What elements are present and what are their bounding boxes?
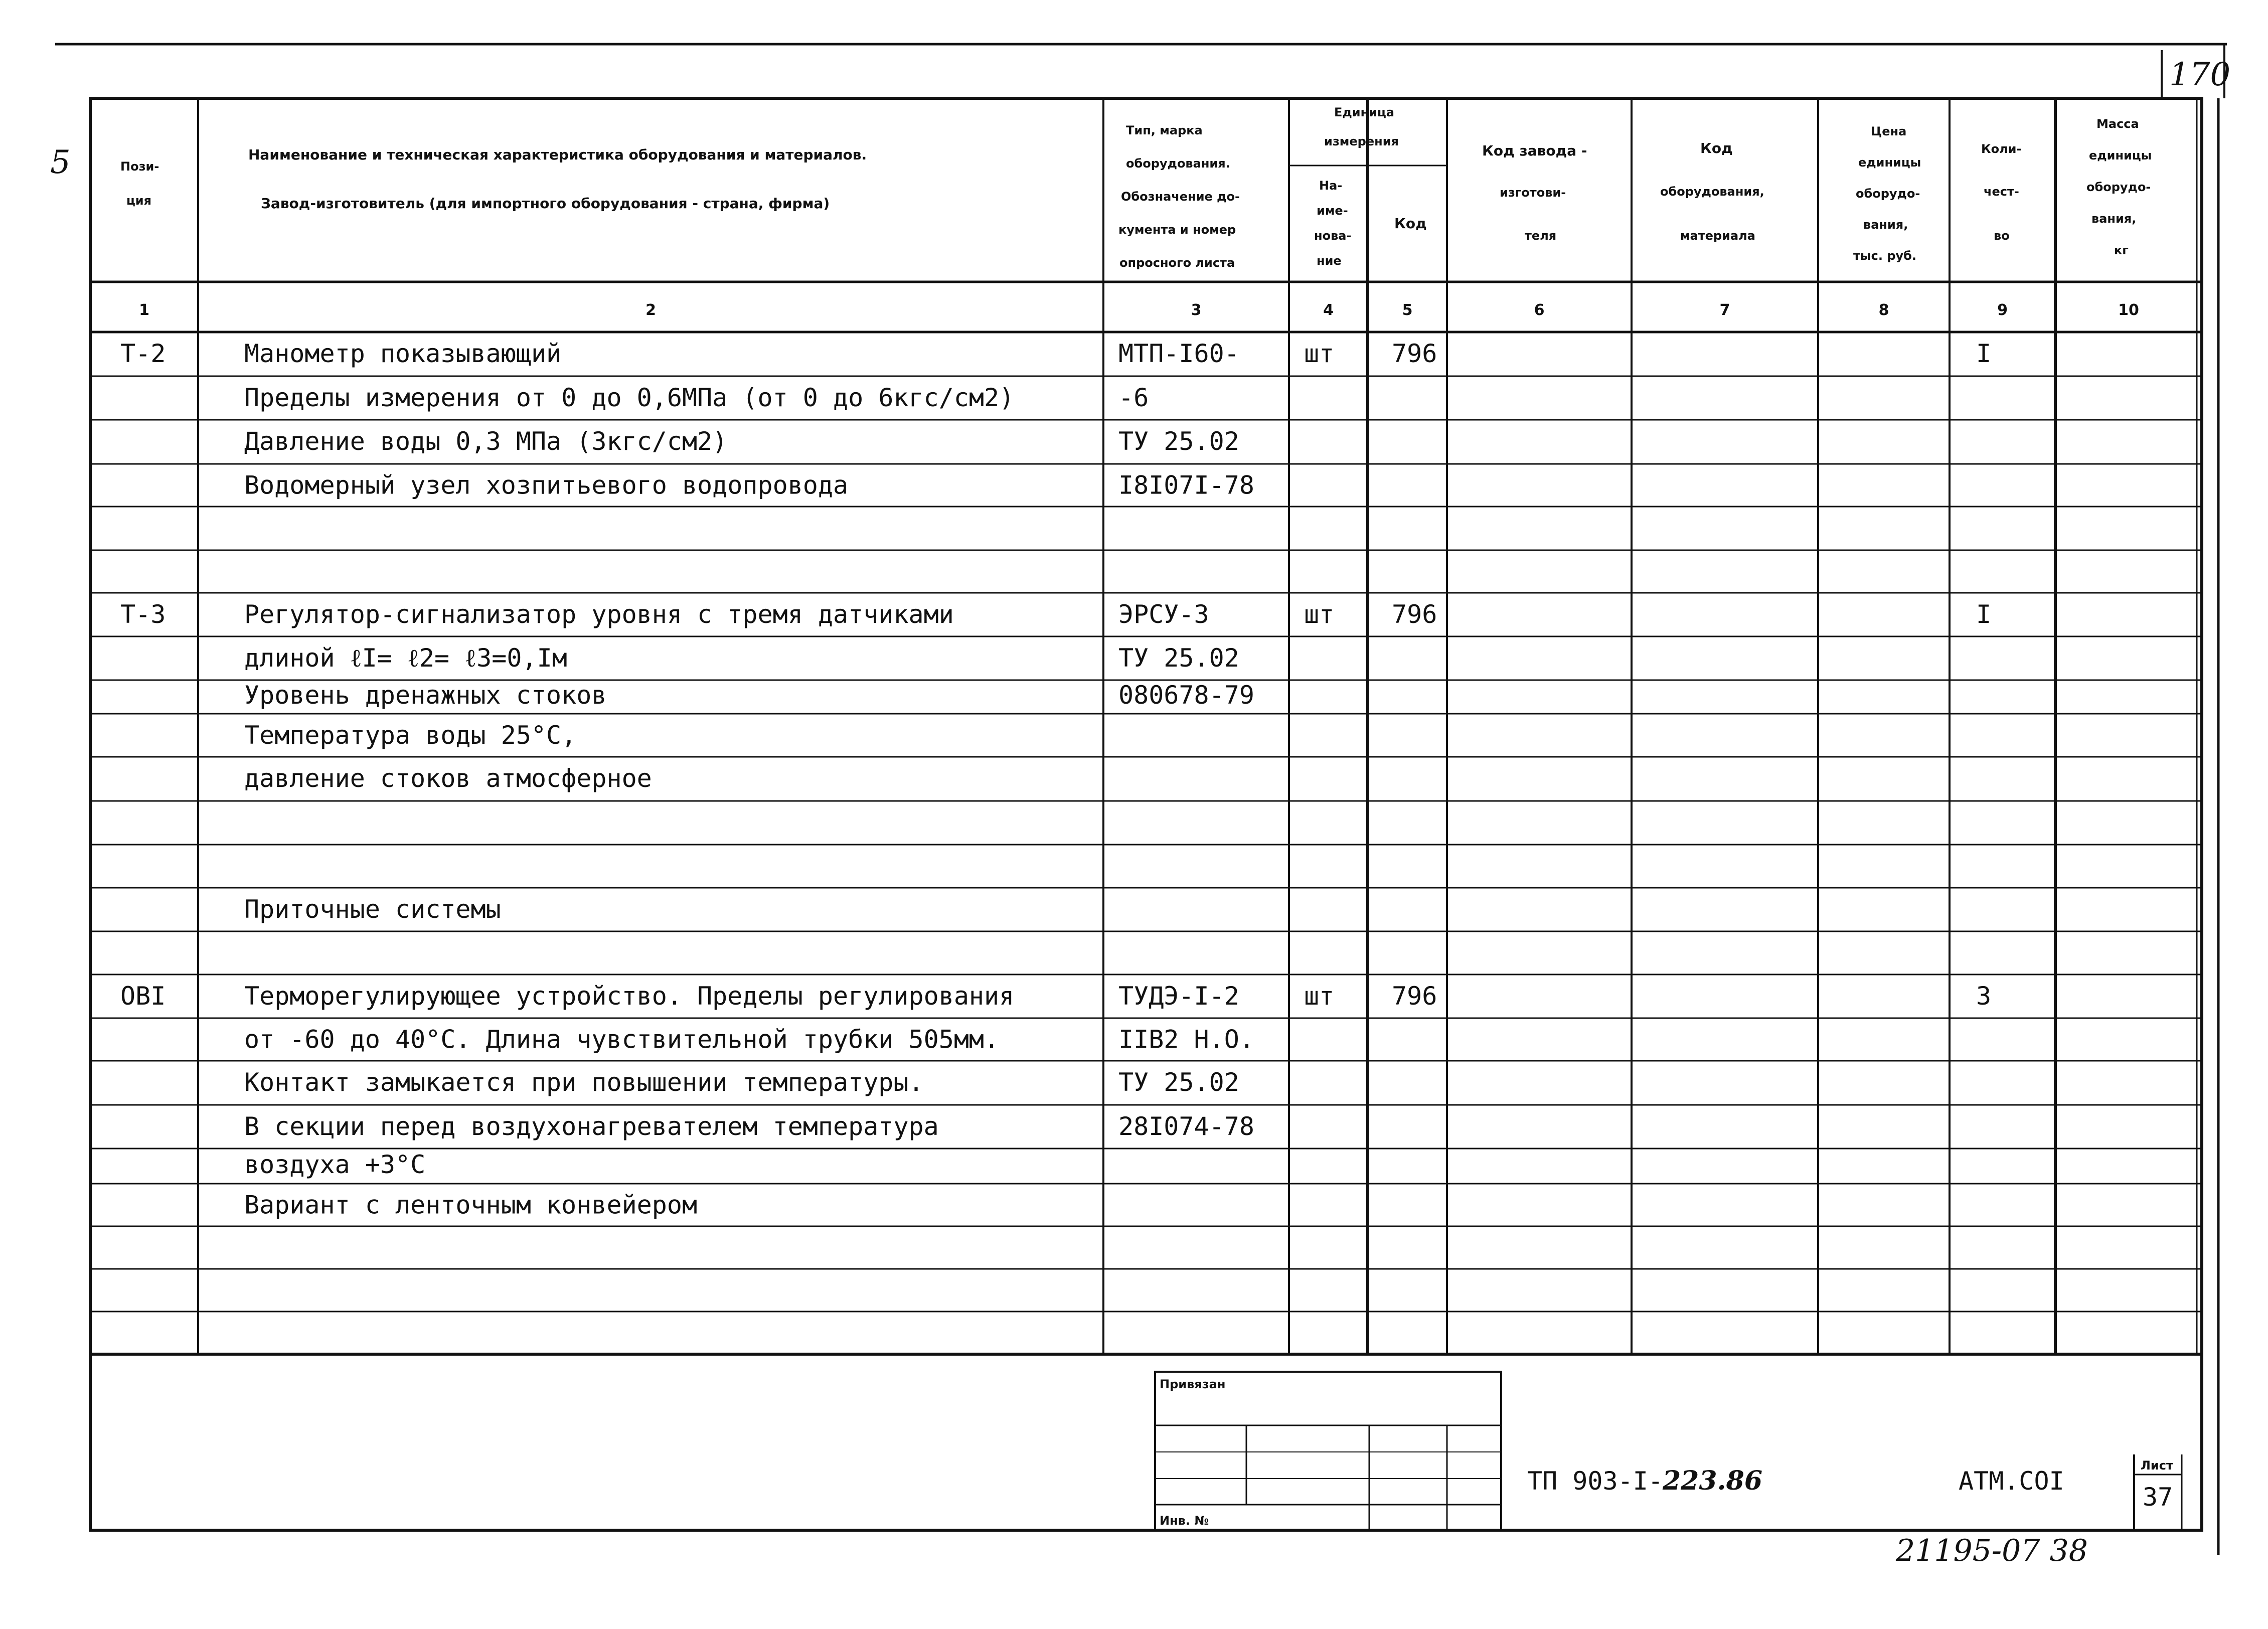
- header-col8-l2: единицы: [1858, 155, 1921, 170]
- page-top-number: 170: [2169, 56, 2231, 93]
- column-number: 1: [139, 301, 149, 319]
- column-number: 3: [1191, 301, 1202, 319]
- cell-quantity: 3: [1976, 982, 1992, 1011]
- cell-unit: шт: [1304, 339, 1335, 368]
- stamp-doc-code-hand: 223.86: [1663, 1465, 1763, 1496]
- header-col7-l2: оборудования,: [1660, 185, 1764, 199]
- margin-mark: 5: [50, 144, 71, 181]
- cell-name: Температура воды 25°С,: [244, 721, 577, 750]
- cell-type: ТУДЭ-I-2: [1118, 982, 1239, 1011]
- cell-name: воздуха +3°С: [244, 1150, 426, 1179]
- cell-name: Регулятор-сигнализатор уровня с тремя датчиками: [244, 600, 954, 629]
- header-col10-l3: оборудо-: [2086, 180, 2151, 194]
- cell-unit-code: 796: [1392, 339, 1437, 368]
- stamp-inv-no: Инв. №: [1160, 1514, 1209, 1528]
- cell-type: ТУ 25.02: [1118, 643, 1239, 673]
- column-number: 4: [1323, 301, 1334, 319]
- cell-name: Водомерный узел хозпитьевого водопровода: [244, 470, 849, 500]
- column-number: 9: [1997, 301, 2008, 319]
- cell-name: Манометр показывающий: [244, 339, 562, 368]
- header-col9-l2: чест-: [1984, 185, 2019, 199]
- cell-position: Т-3: [120, 600, 166, 629]
- header-col6-l1: Код завода -: [1482, 142, 1587, 159]
- header-col4-l3: нова-: [1314, 229, 1352, 243]
- column-number: 7: [1719, 301, 1730, 319]
- header-col2-l2: Завод-изготовитель (для импортного оборудования - страна, фирма): [261, 195, 830, 212]
- stamp-sheet-code: АТМ.СОI: [1959, 1467, 2064, 1496]
- header-col10-l5: кг: [2114, 243, 2129, 257]
- title-block: [1155, 1372, 2182, 1530]
- header-col4-l2: име-: [1317, 204, 1348, 218]
- header-col5: Код: [1394, 215, 1427, 232]
- header-col10-l2: единицы: [2089, 148, 2152, 162]
- header-col7-l3: материала: [1680, 229, 1755, 243]
- header-col6-l3: теля: [1525, 229, 1557, 243]
- stamp-sheet-label: Лист: [2141, 1458, 2173, 1473]
- column-number: 10: [2118, 301, 2139, 319]
- cell-name: Вариант с ленточным конвейером: [244, 1190, 698, 1220]
- header-col9-l1: Коли-: [1981, 142, 2022, 156]
- header-unit-group-l1: Единица: [1334, 105, 1394, 119]
- cell-name: Уровень дренажных стоков: [244, 680, 607, 710]
- header-col4-l1: На-: [1319, 179, 1343, 193]
- cell-position: Т-2: [120, 339, 166, 368]
- cell-type: ТУ 25.02: [1118, 1068, 1239, 1097]
- cell-unit-code: 796: [1392, 600, 1437, 629]
- column-number: 2: [645, 301, 656, 319]
- header-col8-l4: вания,: [1863, 218, 1908, 232]
- header-col1-l2: ция: [126, 194, 152, 208]
- cell-unit: шт: [1304, 600, 1335, 629]
- header-col6-l2: изготови-: [1500, 186, 1566, 200]
- cell-quantity: I: [1976, 339, 1992, 368]
- header-unit-group-l2: измерения: [1324, 134, 1399, 148]
- cell-name: Терморегулирующее устройство. Пределы регулирования: [244, 982, 1015, 1011]
- cell-quantity: I: [1976, 600, 1992, 629]
- header-col8-l5: тыс. руб.: [1853, 249, 1917, 263]
- cell-type: I8I07I-78: [1118, 470, 1254, 500]
- cell-position: OBI: [120, 982, 166, 1011]
- cell-unit: шт: [1304, 982, 1335, 1011]
- footer-number: 21195-07 38: [1896, 1533, 2088, 1568]
- cell-name: от -60 до 40°С. Длина чувствительной трубки 505мм.: [244, 1025, 1000, 1054]
- cell-type: 28I074-78: [1118, 1112, 1254, 1141]
- cell-name: Давление воды 0,3 МПа (3кгс/см2): [244, 427, 728, 456]
- cell-name: Пределы измерения от 0 до 0,6МПа (от 0 до 6кгс/см2): [244, 383, 1015, 412]
- header-col3-l2: оборудования.: [1126, 156, 1230, 171]
- header-col8-l3: оборудо-: [1856, 187, 1920, 201]
- stamp-privyazan: Привязан: [1160, 1377, 1226, 1391]
- header-col9-l3: во: [1994, 229, 2010, 243]
- header-col3-l1: Тип, марка: [1126, 123, 1203, 137]
- column-number: 6: [1534, 301, 1545, 319]
- cell-type: IIB2 Н.О.: [1118, 1025, 1254, 1054]
- header-col2-l1: Наименование и техническая характеристика оборудования и материалов.: [248, 146, 867, 163]
- header-col3-l5: опросного листа: [1119, 256, 1235, 270]
- stamp-sheet-number: 37: [2143, 1483, 2173, 1512]
- table-header: [120, 105, 2152, 270]
- header-col7-l1: Код: [1700, 140, 1733, 156]
- cell-type: 080678-79: [1118, 680, 1254, 710]
- header-col4-l4: ние: [1317, 254, 1342, 268]
- cell-name: Приточные системы: [244, 895, 501, 924]
- cell-name: длиной ℓI= ℓ2= ℓ3=0,Iм: [244, 643, 567, 673]
- cell-type: МТП-I60-: [1118, 339, 1239, 368]
- column-number: 8: [1878, 301, 1889, 319]
- header-col10-l4: вания,: [2091, 212, 2137, 226]
- cell-type: ТУ 25.02: [1118, 427, 1239, 456]
- header-col3-l3: Обозначение до-: [1121, 190, 1240, 204]
- cell-name: В секции перед воздухонагревателем температура: [244, 1112, 939, 1141]
- cell-name: Контакт замыкается при повышении температуры.: [244, 1068, 924, 1097]
- cell-name: давление стоков атмосферное: [244, 764, 652, 793]
- table-body: [120, 339, 1991, 1220]
- header-col10-l1: Масса: [2096, 117, 2139, 131]
- cell-type: -6: [1118, 383, 1149, 412]
- stamp-approval-box: [1155, 1372, 1501, 1530]
- header-col3-l4: кумента и номер: [1118, 223, 1236, 237]
- column-number-row: [139, 301, 2139, 319]
- cell-type: ЭРСУ-3: [1118, 600, 1209, 629]
- column-number: 5: [1402, 301, 1413, 319]
- header-col8-l1: Цена: [1871, 124, 1907, 138]
- stamp-doc-code: ТП 903-I-: [1527, 1467, 1663, 1496]
- header-col1-l1: Пози-: [120, 159, 159, 174]
- cell-unit-code: 796: [1392, 982, 1437, 1011]
